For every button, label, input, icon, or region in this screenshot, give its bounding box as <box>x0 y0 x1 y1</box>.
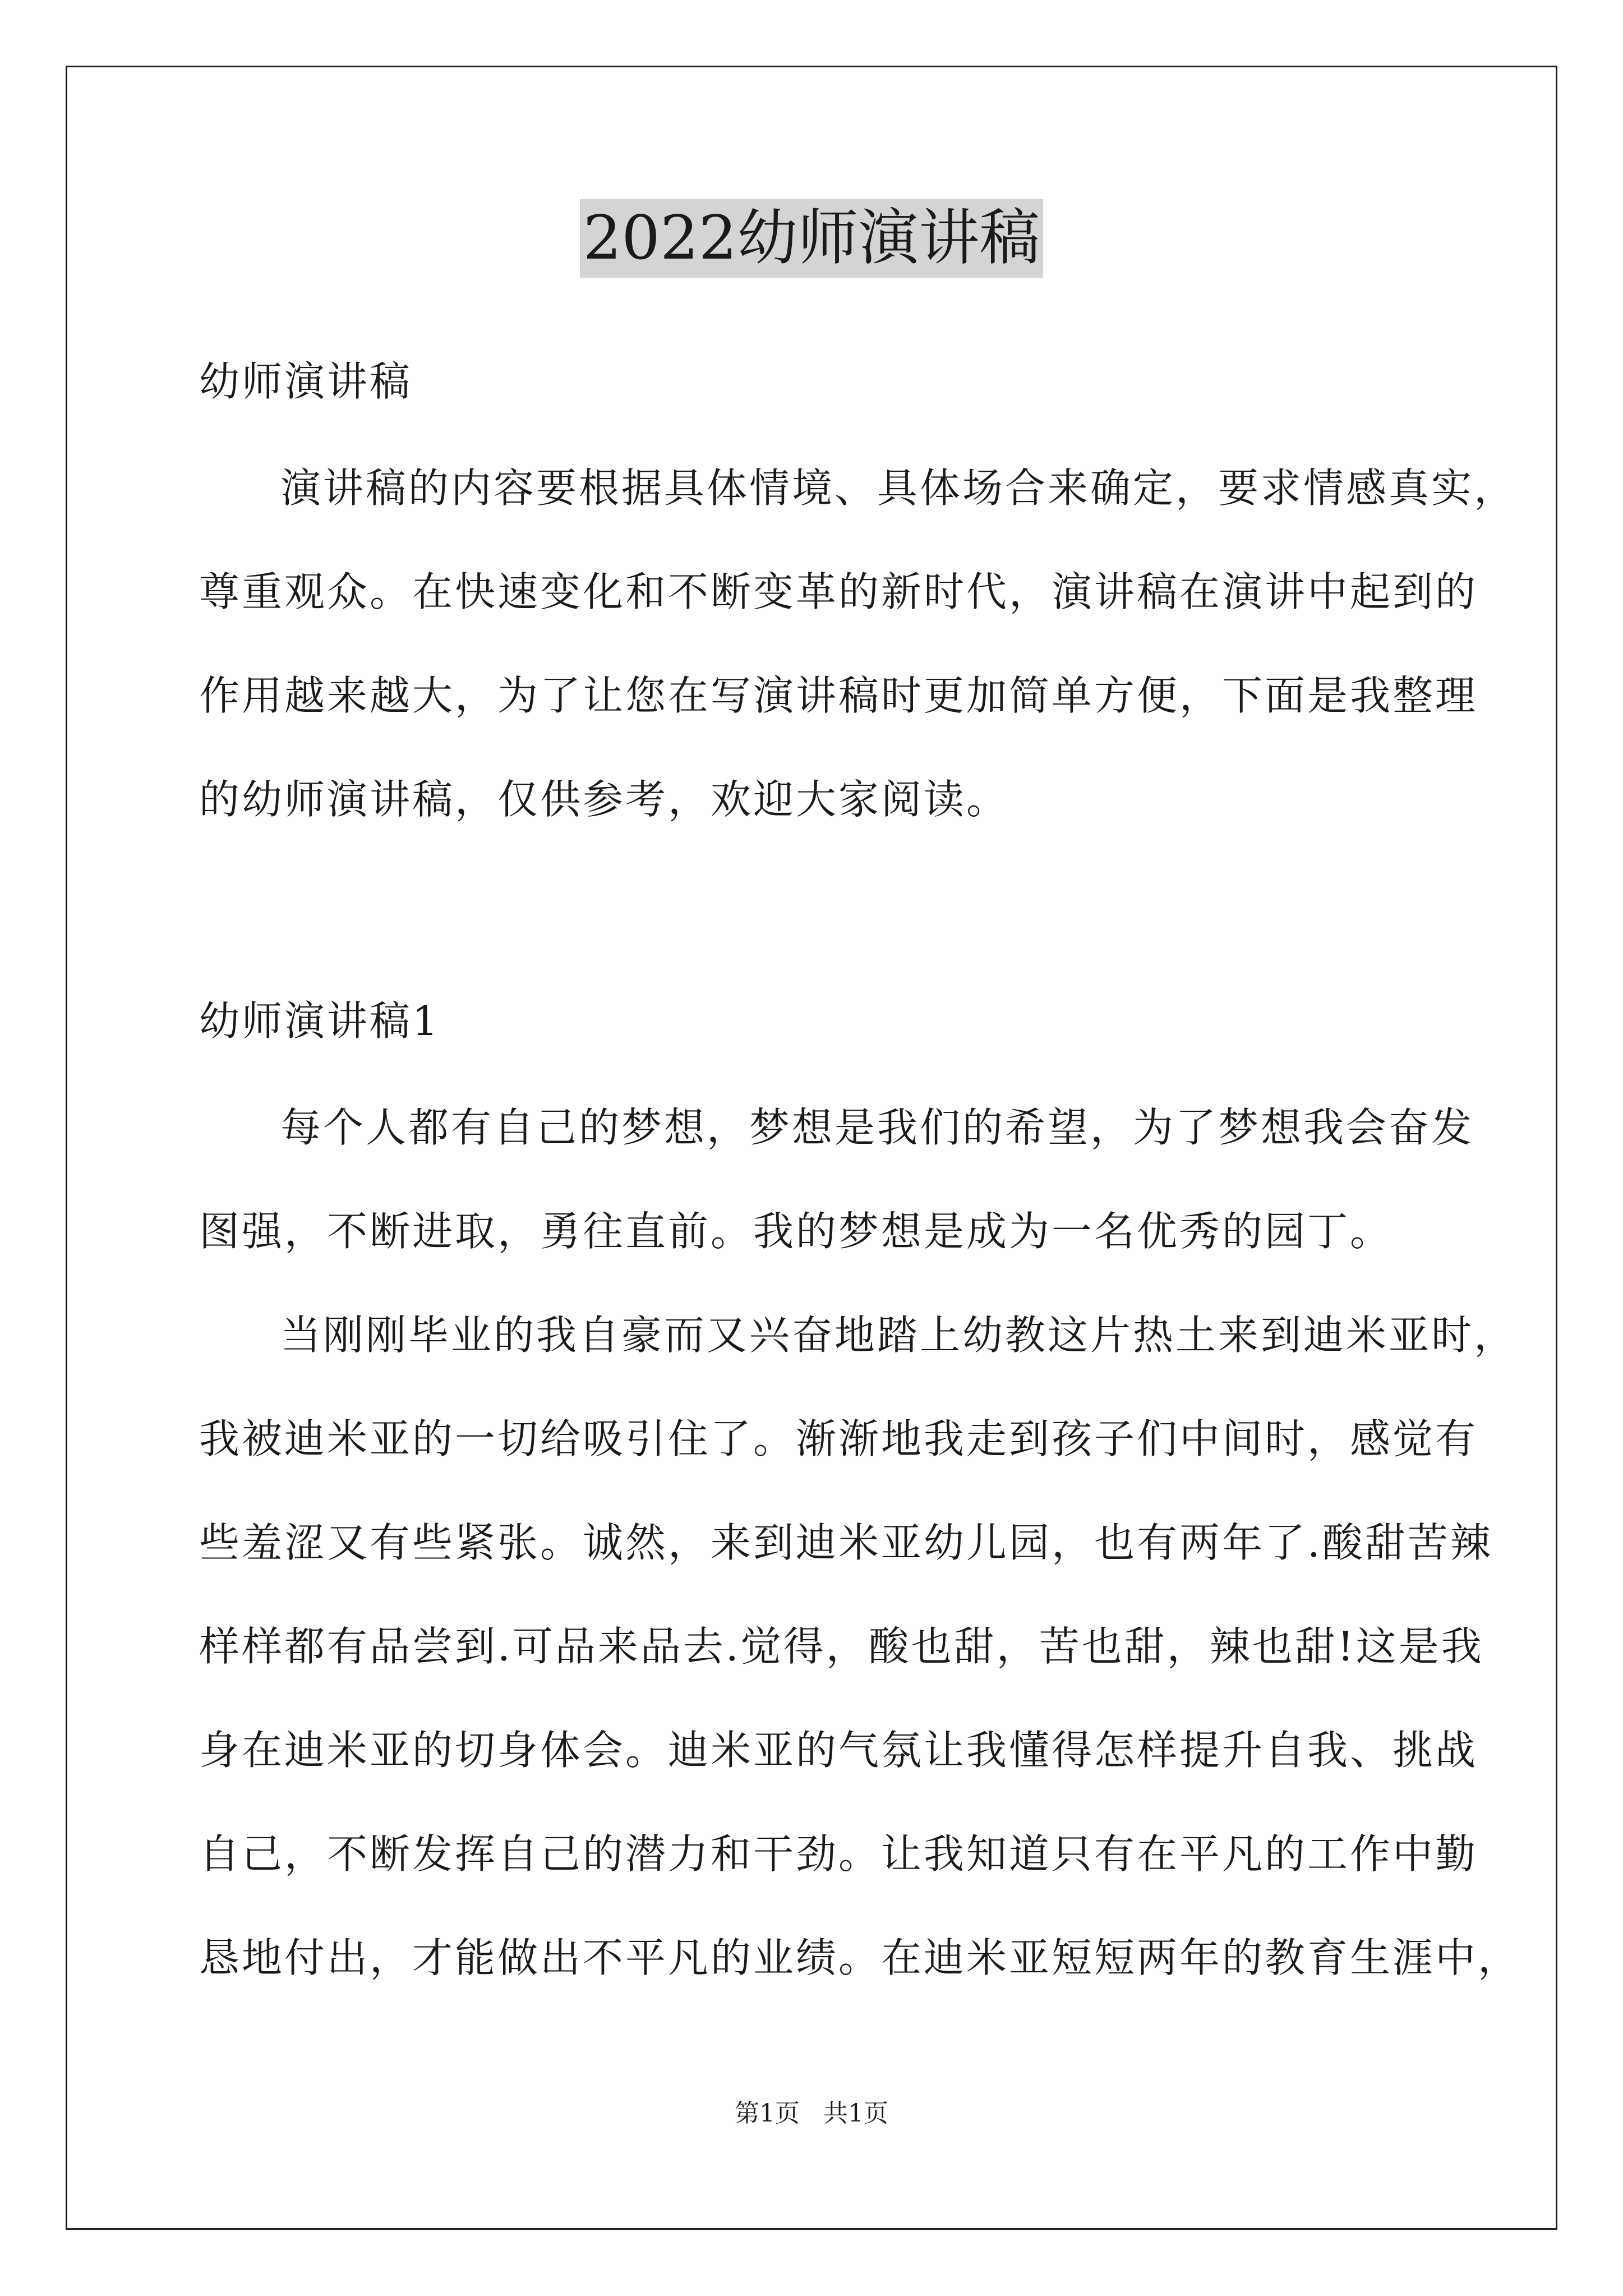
intro-line: 作用越来越大，为了让您在写演讲稿时更加简单方便，下面是我整理 <box>199 672 1478 719</box>
paragraph-line: 自己，不断发挥自己的潜力和干劲。让我知道只有在平凡的工作中勤 <box>199 1830 1478 1878</box>
page-number: 第1页 <box>735 2099 800 2128</box>
paragraph-line: 身在迪米亚的切身体会。迪米亚的气氛让我懂得怎样提升自我、挑战 <box>199 1727 1478 1774</box>
paragraph-line: 图强，不断进取，勇往直前。我的梦想是成为一名优秀的园丁。 <box>199 1208 1393 1255</box>
intro-line: 尊重观众。在快速变化和不断变革的新时代，演讲稿在演讲中起到的 <box>199 568 1478 615</box>
document-title-wrap <box>0 199 1623 278</box>
paragraph-line: 恳地付出，才能做出不平凡的业绩。在迪米亚短短两年的教育生涯中， <box>199 1934 1521 1981</box>
page-total: 共1页 <box>823 2099 888 2128</box>
paragraph-line: 样样都有品尝到.可品来品去.觉得，酸也甜，苦也甜，辣也甜!这是我 <box>199 1623 1484 1670</box>
paragraph-line: 些羞涩又有些紧张。诚然，来到迪米亚幼儿园，也有两年了.酸甜苦辣 <box>199 1519 1493 1566</box>
intro-line: 的幼师演讲稿，仅供参考，欢迎大家阅读。 <box>199 776 1009 823</box>
paragraph-line: 每个人都有自己的梦想，梦想是我们的希望，为了梦想我会奋发 <box>280 1104 1474 1151</box>
intro-line: 演讲稿的内容要根据具体情境、具体场合来确定，要求情感真实， <box>280 464 1517 512</box>
paragraph-line: 当刚刚毕业的我自豪而又兴奋地踏上幼教这片热土来到迪米亚时， <box>280 1312 1517 1359</box>
page-footer <box>0 2097 1623 2131</box>
section-heading: 幼师演讲稿1 <box>199 997 440 1045</box>
section-heading: 幼师演讲稿 <box>199 358 413 405</box>
paragraph-line: 我被迪米亚的一切给吸引住了。渐渐地我走到孩子们中间时，感觉有 <box>199 1415 1478 1462</box>
document-title: 2022幼师演讲稿 <box>580 199 1044 278</box>
